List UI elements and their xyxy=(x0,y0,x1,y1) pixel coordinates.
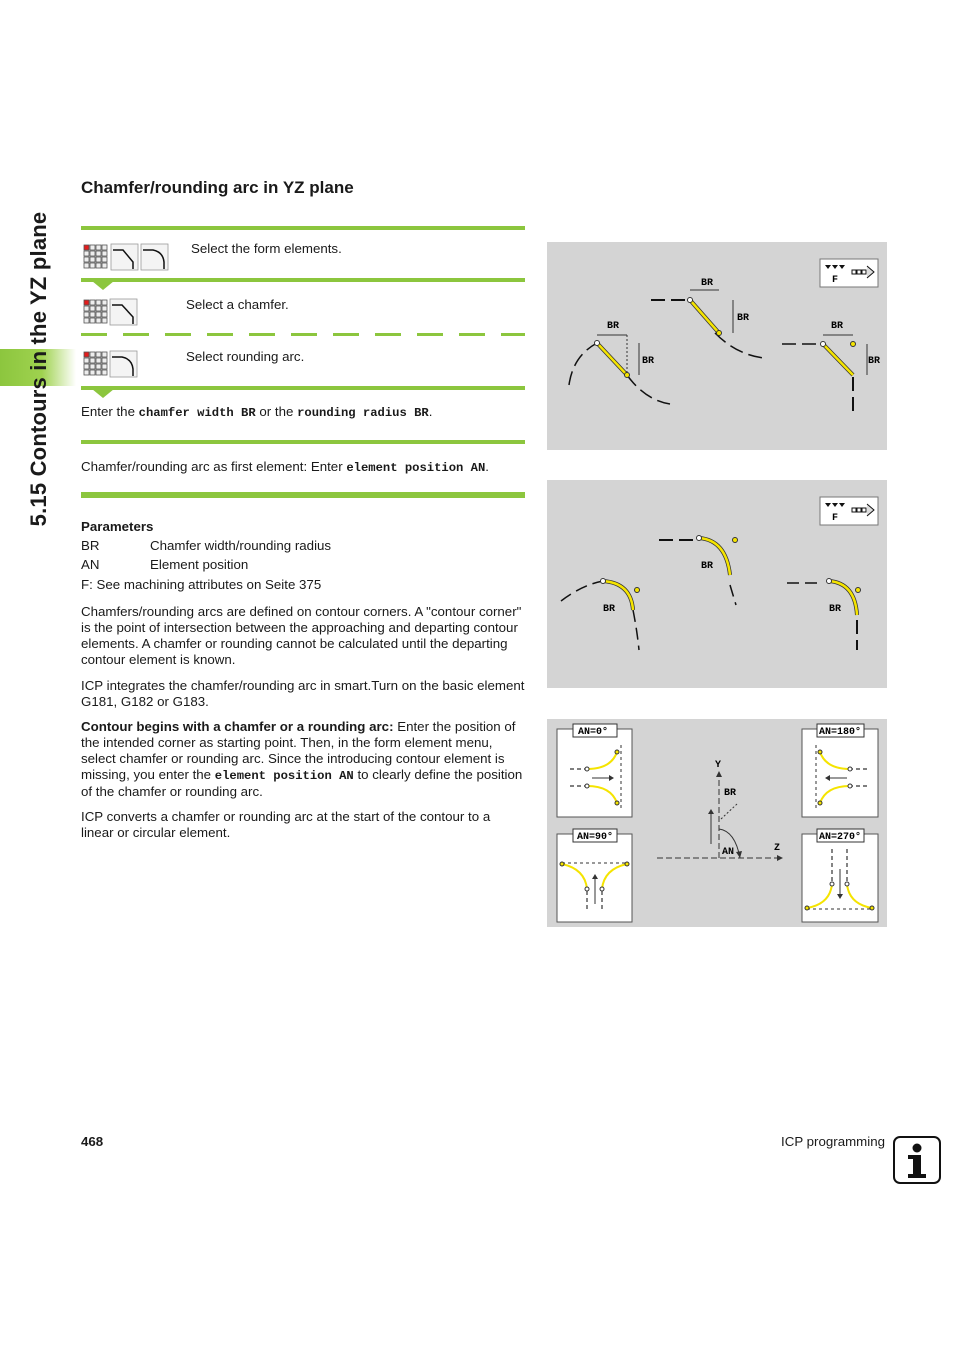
paragraph-contour-corners: Chamfers/rounding arcs are defined on contour corners. A "contour corner" is the point of intersection between the approaching and departing contour elements. A chamfer or rounding cannot be calculated until the departing contour element is known. xyxy=(81,604,522,667)
z-axis-label: Z xyxy=(774,843,781,854)
br-label: BR xyxy=(701,278,714,289)
divider xyxy=(81,492,525,498)
y-axis-label: Y xyxy=(715,760,722,771)
page-number: 468 xyxy=(81,1134,104,1149)
chamfer-icon[interactable] xyxy=(81,297,139,327)
f-label: F xyxy=(832,513,839,524)
rounding-arc-icon[interactable] xyxy=(81,349,139,379)
info-icon xyxy=(893,1136,941,1184)
br-label: BR xyxy=(724,788,737,799)
br-label: BR xyxy=(868,356,881,367)
br-label: BR xyxy=(642,356,655,367)
form-elements-icon xyxy=(81,242,169,272)
divider xyxy=(81,226,525,230)
divider xyxy=(81,386,525,390)
an-180-label: AN=180° xyxy=(819,727,862,738)
an-270-label: AN=270° xyxy=(819,832,862,843)
step-3-text: Select rounding arc. xyxy=(186,349,305,364)
paragraph-integration: ICP integrates the chamfer/rounding arc in smart.Turn on the basic element G181, G182 or G183. xyxy=(81,678,525,709)
enter-br-instruction: Enter the chamfer width BR or the rounding radius BR. xyxy=(81,404,433,420)
param-name-br: BR xyxy=(81,538,100,553)
br-label: BR xyxy=(607,321,620,332)
rounding-arc-figure xyxy=(547,480,887,688)
paragraph-contour-begins: Contour begins with a chamfer or a rounding arc: Enter the position of the intended corner as starting point. Then, in the form element menu, select chamfer or rounding arc. Since the introducing contour element is missing, you enter the element position AN to clearly define the position of the chamfer or rounding arc. xyxy=(81,719,523,799)
step-2-text: Select a chamfer. xyxy=(186,297,289,312)
chamfer-figure xyxy=(547,242,887,450)
chapter-title: 5.15 Contours in the YZ plane xyxy=(26,211,51,527)
an-label: AN xyxy=(722,847,735,858)
divider xyxy=(81,440,525,444)
br-label: BR xyxy=(603,604,616,615)
param-name-an: AN xyxy=(81,557,100,572)
paragraph-conversion: ICP converts a chamfer or rounding arc at the start of the contour to a linear or circular element. xyxy=(81,809,491,840)
param-note: F: See machining attributes on Seite 375 xyxy=(81,577,322,592)
param-desc-an: Element position xyxy=(150,557,249,572)
parameters-heading: Parameters xyxy=(81,519,154,534)
arrow-down-icon xyxy=(92,281,114,290)
f-label: F xyxy=(832,275,839,286)
footer-title: ICP programming xyxy=(781,1134,885,1149)
arrow-down-icon xyxy=(92,389,114,398)
br-label: BR xyxy=(737,313,750,324)
an-90-label: AN=90° xyxy=(577,832,614,843)
step-1-text: Select the form elements. xyxy=(191,241,342,256)
br-label: BR xyxy=(829,604,842,615)
divider xyxy=(81,278,525,282)
element-position-figure xyxy=(547,719,887,927)
param-desc-br: Chamfer width/rounding radius xyxy=(150,538,332,553)
br-label: BR xyxy=(701,561,714,572)
an-0-label: AN=0° xyxy=(578,727,609,738)
br-label: BR xyxy=(831,321,844,332)
section-heading: Chamfer/rounding arc in YZ plane xyxy=(81,178,354,197)
dashed-divider xyxy=(81,333,525,336)
first-element-instruction: Chamfer/rounding arc as first element: Enter element position AN. xyxy=(81,459,489,475)
